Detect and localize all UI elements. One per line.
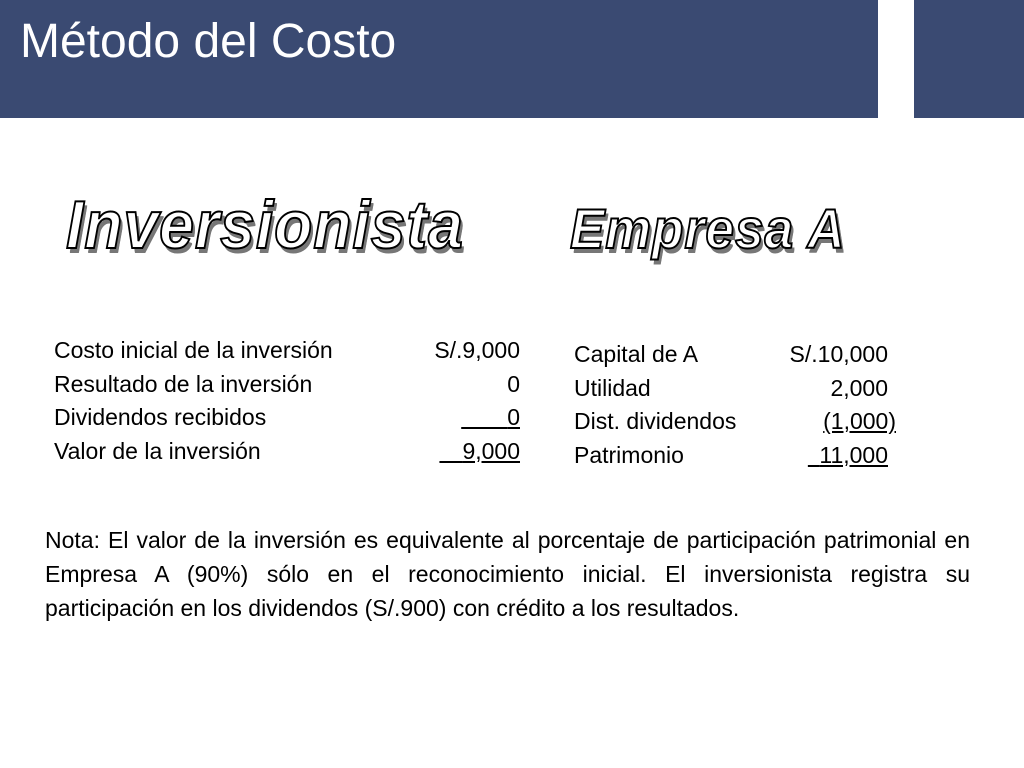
row-value: 9,000 [462,437,520,464]
table-row [574,338,904,372]
slide-title: Método del Costo [20,15,397,68]
investor-table [54,334,524,468]
company-heading: Empresa A [570,197,846,260]
row-label: Valor de la inversión [54,437,261,464]
row-value: 2,000 [830,374,888,401]
table-row [574,439,904,473]
row-value: S/.9,000 [434,337,520,363]
table-row [54,368,524,402]
title-bar [0,0,878,118]
row-label: Costo inicial de la inversión [54,337,333,363]
company-table [574,338,904,472]
row-value: (1,000) [823,408,896,434]
table-row [54,401,524,435]
header-accent-block [914,0,1024,118]
row-label: Capital de A [574,341,699,367]
row-value-underlined [439,435,520,469]
row-value: S/.10,000 [789,341,888,367]
row-value-underlined [461,401,520,435]
row-value-underlined [808,439,888,473]
row-label: Utilidad [574,374,651,401]
row-value: 0 [507,370,520,397]
investor-heading: Inversionista [66,187,464,263]
row-label: Patrimonio [574,441,684,468]
row-value: 0 [507,404,520,430]
row-label: Dividendos recibidos [54,404,267,430]
row-value: 11,000 [819,441,888,468]
row-label: Dist. dividendos [574,408,737,434]
table-row [54,334,524,368]
table-row [574,372,904,406]
row-label: Resultado de la inversión [54,370,313,397]
table-row [574,405,904,439]
table-row [54,435,524,469]
note-paragraph: Nota: El valor de la inversión es equivalente al porcentaje de participación patrimonial en Empresa A (90%) sólo en el reconocimiento inicial. El inversionista registra su participación en los dividendos (S/.900) con crédito a los resultados. [45,527,970,621]
